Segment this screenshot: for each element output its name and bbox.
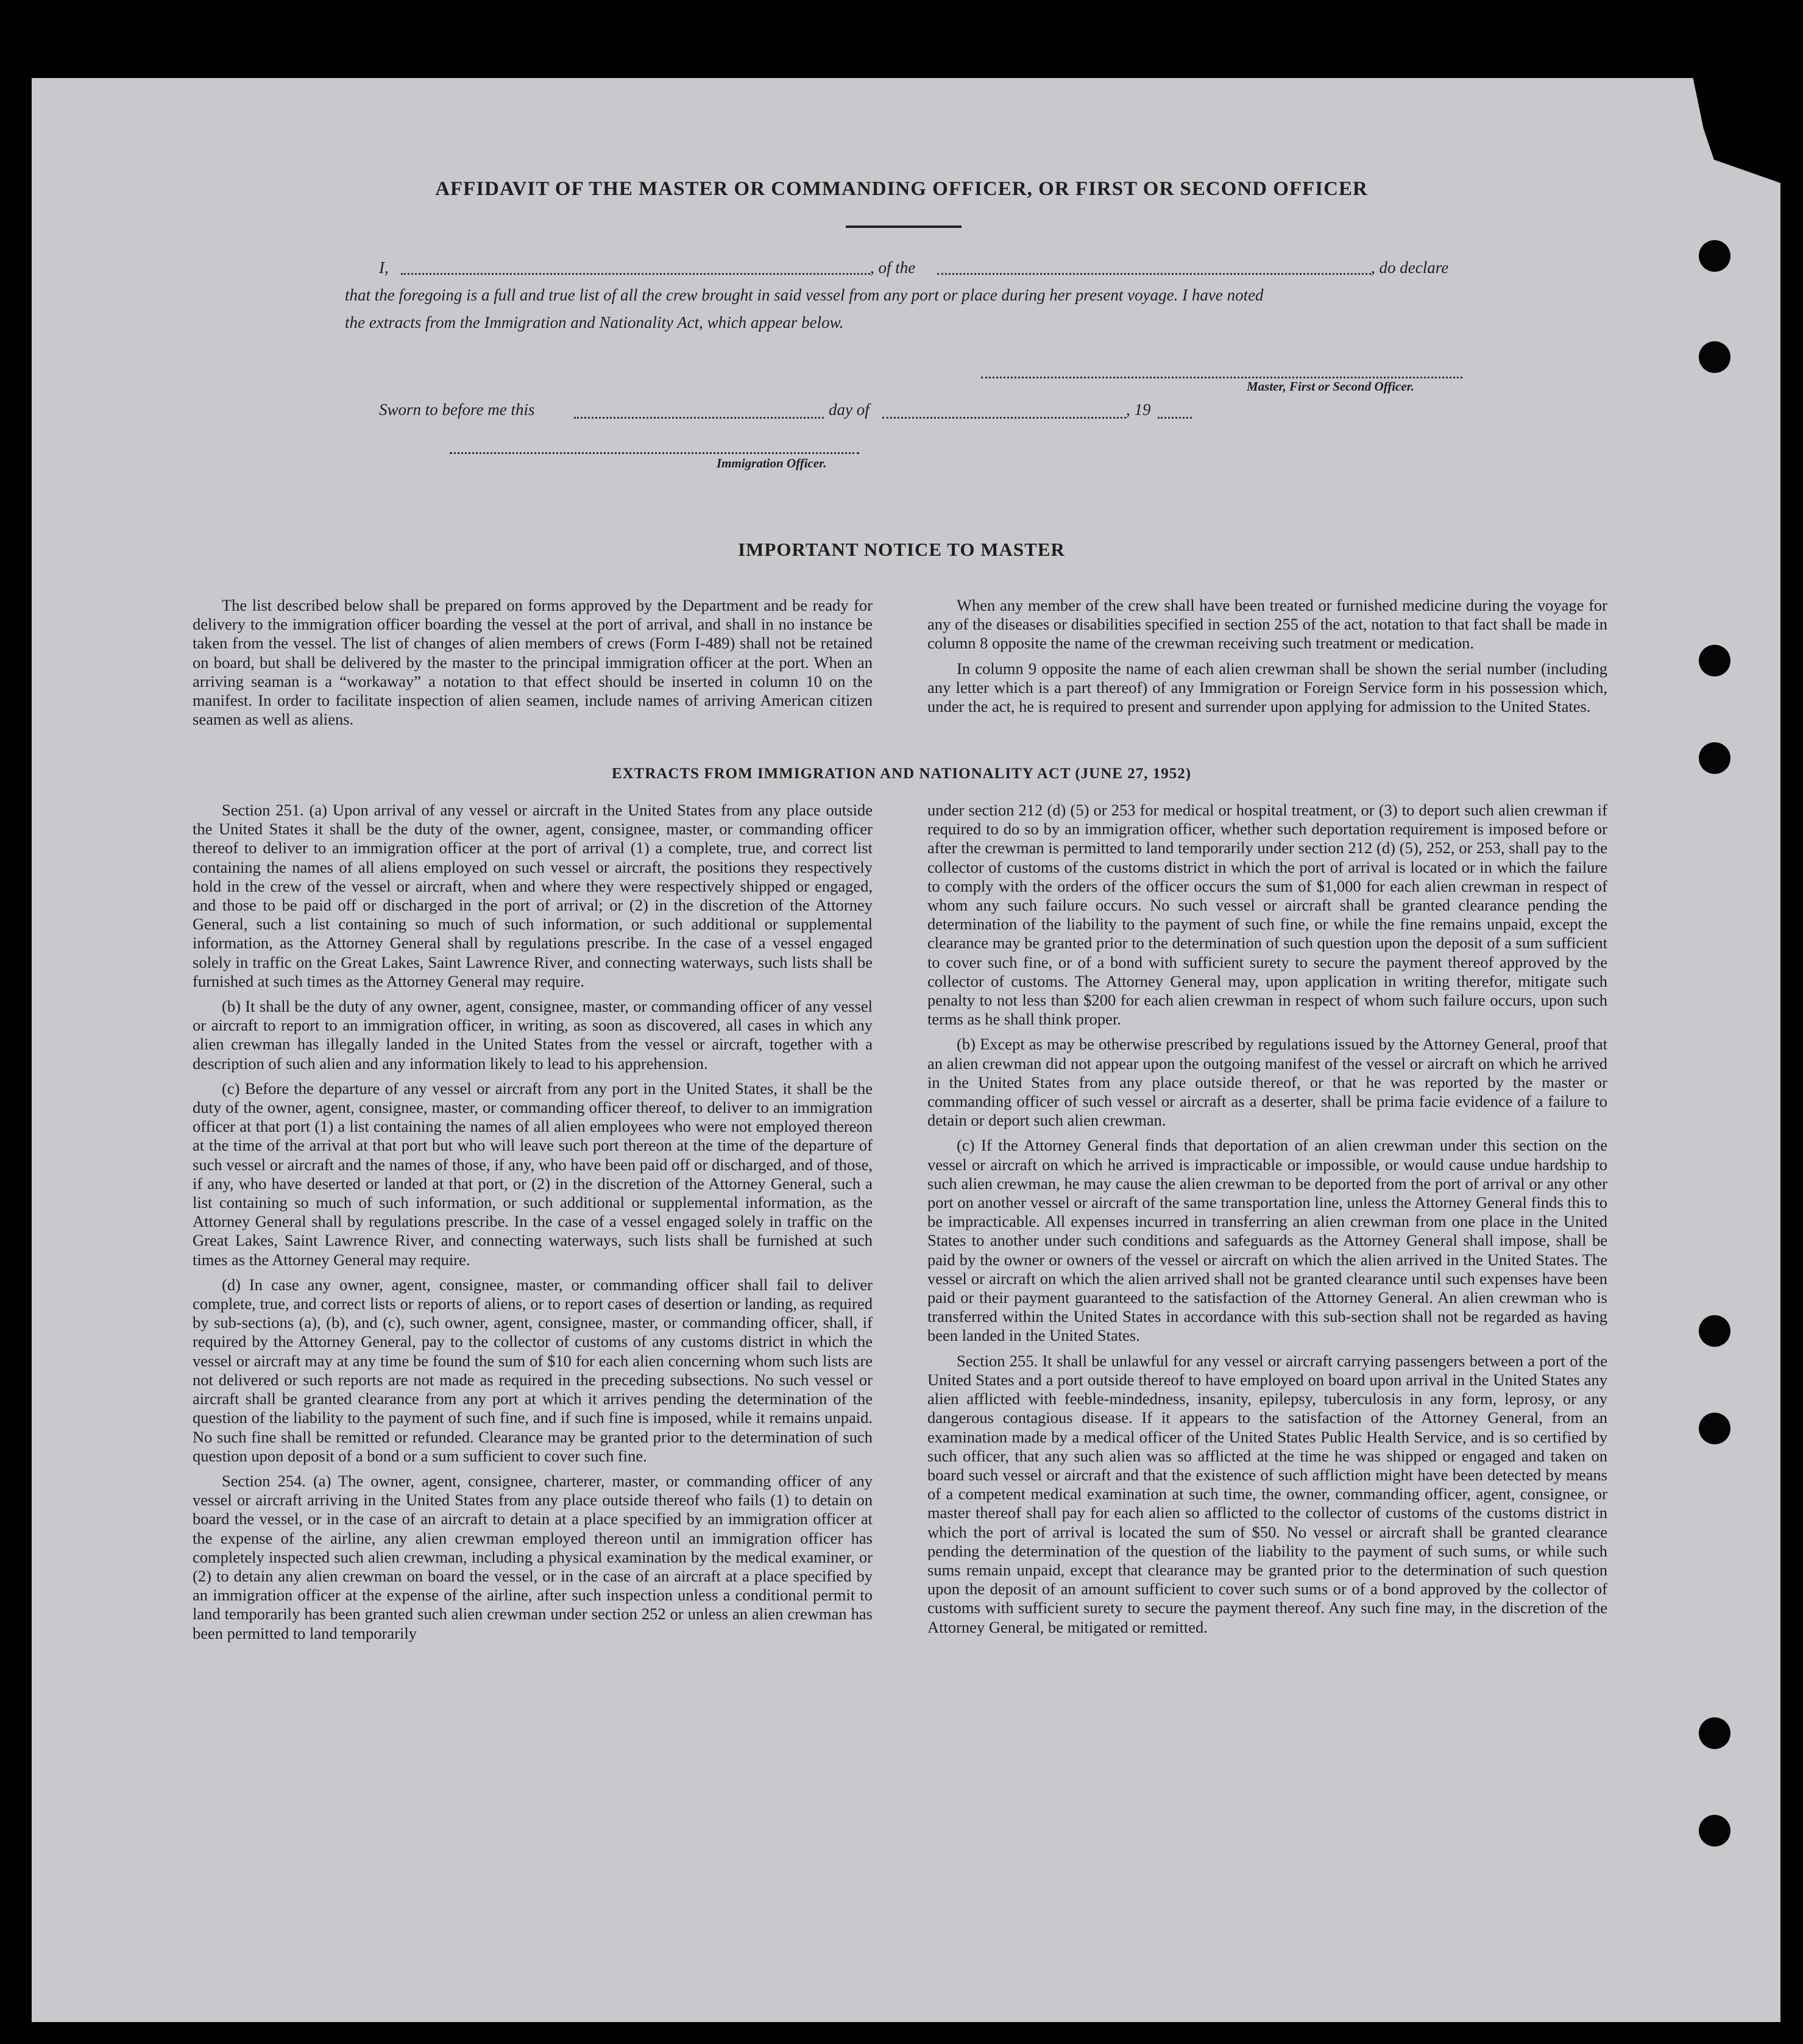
title-divider [846, 225, 962, 228]
sworn-label: Sworn to before me this [379, 400, 535, 419]
statute-paragraph: (b) It shall be the duty of any owner, agent, consignee, master, or commanding officer of any vessel or aircraft to report to an immigration officer, in writing, as soon as discovered, all cases in which any alien crewman has illegally landed in the United States from the vessel or aircraft, together with a description of such alien and any information likely to lead to his apprehension. [193, 997, 873, 1073]
do-declare-label: , do declare [1371, 258, 1449, 277]
day-of-label: day of [829, 400, 870, 419]
binder-hole [1699, 341, 1730, 373]
notice-paragraph: In column 9 opposite the name of each alien crewman shall be shown the serial number (including any letter which is a part thereof) of any Immigration or Foreign Service form in his possession which, under the act, he is required to present and surrender upon applying for admission to the United States. [927, 659, 1607, 716]
binder-hole [1699, 645, 1730, 676]
extracts-right-column [927, 801, 1607, 1637]
statute-paragraph: under section 212 (d) (5) or 253 for medical or hospital treatment, or (3) to deport such alien crewman if required to do so by an immigration officer, whether such deportation requirement is imposed before or after the crewman is permitted to land temporarily under section 212 (d) (5), 252, or 253, shall pay to the collector of customs of the customs district in which the port of arrival is located or in which the failure to comply with the orders of the officer occurs the sum of $1,000 for each alien crewman in respect of whom any such failure occurs. No such vessel or aircraft shall be granted clearance pending the determination of the liability to the payment of such fine, or while the fine remains unpaid, except the clearance may be granted prior to the determination of such question upon the deposit of a sum sufficient to cover such fine, or of a bond with sufficient surety to secure the payment thereof approved by the collector of customs. The Attorney General may, upon application in writing therefor, mitigate such penalty to not less than $200 for each alien crewman in respect of whom such failure occurs, upon such terms as he shall think proper. [927, 801, 1607, 1029]
of-the-label: , of the [870, 258, 916, 277]
statute-paragraph: (d) In case any owner, agent, consignee, master, or commanding officer shall fail to deliver complete, true, and correct lists or reports of aliens, or to report cases of desertion or landing, as required by sub-sections (a), (b), and (c), such owner, agent, consignee, master, or commanding officer, shall, if required by the Attorney General, pay to the collector of customs of any customs district in which the vessel or aircraft may at any time be found the sum of $10 for each alien concerning whom such lists are not delivered or such reports are not made as required in the preceding subsections. No such vessel or aircraft shall be granted clearance from any port at which it arrives pending the determination of the question of the liability to the payment of such fine, and if such fine is imposed, while it remains unpaid. No such fine shall be remitted or refunded. Clearance may be granted prior to the determination of such question upon deposit of a bond or a sum sufficient to cover such fine. [193, 1275, 873, 1465]
binder-hole [1699, 1815, 1730, 1847]
statute-paragraph: (b) Except as may be otherwise prescribed by regulations issued by the Attorney General, proof that an alien crewman did not appear upon the outgoing manifest of the vessel or aircraft on which he arrived in the United States from any place outside thereof, or that he was reported by the master or commanding officer of such vessel or aircraft as a deserter, shall be prima facie evidence of a failure to detain or deport such alien crewman. [927, 1035, 1607, 1130]
sworn-month-field[interactable] [882, 417, 1126, 419]
binder-hole [1699, 1413, 1730, 1444]
notice-right-column [927, 596, 1607, 716]
affidavit-line-3: the extracts from the Immigration and Nationality Act, which appear below. [345, 313, 844, 332]
extracts-left-column [193, 801, 873, 1643]
sworn-day-field[interactable] [574, 417, 824, 419]
notice-paragraph: When any member of the crew shall have been treated or furnished medicine during the voyage for any of the diseases or disabilities specified in section 255 of the act, notation to that fact shall be made in column 8 opposite the name of the crewman receiving such treatment or medication. [927, 596, 1607, 653]
declarant-label: I, [379, 258, 389, 277]
binder-hole [1699, 1315, 1730, 1347]
master-signature-label: Master, First or Second Officer. [1247, 379, 1414, 394]
extracts-title: EXTRACTS FROM IMMIGRATION AND NATIONALITY ACT (JUNE 27, 1952) [611, 765, 1192, 782]
master-signature-field[interactable] [981, 377, 1462, 378]
notice-title: IMPORTANT NOTICE TO MASTER [738, 539, 1065, 560]
vessel-name-field[interactable] [937, 273, 1371, 275]
notice-left-column [193, 596, 873, 729]
statute-paragraph: Section 251. (a) Upon arrival of any vessel or aircraft in the United States from any place outside the United States it shall be the duty of the owner, agent, consignee, master, or commanding officer thereof to deliver to an immigration officer at the port of arrival (1) a complete, true, and correct list containing the names of all aliens employed on such vessel or aircraft, the positions they respectively hold in the crew of the vessel or aircraft, when and where they were respectively shipped or engaged, and those to be paid off or discharged in the port of arrival; or (2) in the discretion of the Attorney General, such a list containing so much of such information, or such additional or supplemental information, as the Attorney General shall by regulations prescribe. In the case of a vessel engaged solely in traffic on the Great Lakes, Saint Lawrence River, and connecting waterways, such lists shall be furnished at such times as the Attorney General may require. [193, 801, 873, 990]
officer-signature-field[interactable] [450, 452, 859, 454]
notice-paragraph: The list described below shall be prepared on forms approved by the Department and be ready for delivery to the immigration officer boarding the vessel at the port of arrival, and shall in no instance be taken from the vessel. The list of changes of alien members of crews (Form I-489) shall not be retained on board, but shall be delivered by the master to the principal immigration officer at the port. When an arriving seaman is a “workaway” a notation to that effect should be inserted in column 10 on the manifest. In order to facilitate inspection of alien seamen, include names of arriving American citizen seamen as well as aliens. [193, 596, 873, 729]
statute-paragraph: Section 254. (a) The owner, agent, consignee, charterer, master, or commanding officer of any vessel or aircraft arriving in the United States from any place outside thereof who fails (1) to detain on board the vessel, or in the case of an aircraft to detain at a place specified by an immigration officer at the expense of the airline, any alien crewman employed thereon until an immigration officer has completely inspected such alien crewman, including a physical examination by the medical examiner, or (2) to detain any alien crewman on board the vessel, or in the case of an aircraft at a place specified by an immigration officer at the expense of the airline, after such inspection unless a conditional permit to land temporarily has been granted such alien crewman under section 252 or unless an alien crewman has been permitted to land temporarily [193, 1471, 873, 1642]
officer-signature-label: Immigration Officer. [717, 456, 827, 470]
statute-paragraph: Section 255. It shall be unlawful for any vessel or aircraft carrying passengers between a port of the United States and a port outside thereof to have employed on board upon arrival in the United States any alien afflicted with feeble-mindedness, insanity, epilepsy, tuberculosis in any form, leprosy, or any dangerous contagious disease. If it appears to the satisfaction of the Attorney General, from an examination made by a medical officer of the United States Public Health Service, and is so certified by such officer, that any such alien was so afflicted at the time he was shipped or engaged and taken on board such vessel or aircraft and that the existence of such affliction might have been detected by means of a competent medical examination at such time, the owner, commanding officer, agent, consignee, or master thereof shall pay for each alien so afflicted to the collector of customs of the customs district in which the port of arrival is located the sum of $50. No vessel or aircraft shall be granted clearance pending the determination of the question of the liability to the payment of such sums, or while such sums remain unpaid, except that clearance may be granted prior to the determination of such question upon the deposit of an amount sufficient to cover such sums or of a bond approved by the collector of customs with sufficient surety to secure the payment thereof. Any such fine may, in the discretion of the Attorney General, be mitigated or remitted. [927, 1351, 1607, 1636]
affidavit-title: AFFIDAVIT OF THE MASTER OR COMMANDING OFFICER, OR FIRST OR SECOND OFFICER [435, 178, 1368, 200]
affidavit-line-2: that the foregoing is a full and true list of all the crew brought in said vessel from any port or place during her present voyage. I have noted [345, 286, 1264, 304]
binder-hole [1699, 240, 1730, 272]
binder-hole [1699, 1717, 1730, 1749]
declarant-name-field[interactable] [401, 273, 870, 275]
statute-paragraph: (c) Before the departure of any vessel or aircraft from any port in the United States, it shall be the duty of the owner, agent, consignee, master, or commanding officer thereof, to deliver to an immigration officer at that port (1) a list containing the names of all alien employees who were not employed thereon at the time of the arrival at that port but who will leave such port thereon at the time of the departure of such vessel or aircraft and the names of those, if any, who have been paid off or discharged, and of those, if any, who have deserted or landed at that port, or (2) in the discretion of the Attorney General, such a list containing so much of such information, or such additional or supplemental information, as the Attorney General shall by regulations prescribe. In the case of a vessel engaged solely in traffic on the Great Lakes, Saint Lawrence River, and connecting waterways, such lists shall be furnished at such times as the Attorney General may require. [193, 1079, 873, 1269]
statute-paragraph: (c) If the Attorney General finds that deportation of an alien crewman under this section on the vessel or aircraft on which he arrived is impracticable or impossible, or would cause undue hardship to such alien crewman, he may cause the alien crewman to be deported from the port of arrival or any other port on another vessel or aircraft of the same transportation line, unless the Attorney General finds this to be impracticable. All expenses incurred in transferring an alien crewman from one place in the United States to another under such conditions and safeguards as the Attorney General shall impose, shall be paid by the owner or owners of the vessel or aircraft on which the alien arrived in the United States. The vessel or aircraft on which the alien arrived shall not be granted clearance until such expenses have been paid or their payment guaranteed to the satisfaction of the Attorney General. An alien crewman who is transferred within the United States in accordance with this sub-section shall not be regarded as having been landed in the United States. [927, 1136, 1607, 1345]
sworn-year-field[interactable] [1158, 417, 1192, 419]
year-label: , 19 [1126, 400, 1151, 419]
